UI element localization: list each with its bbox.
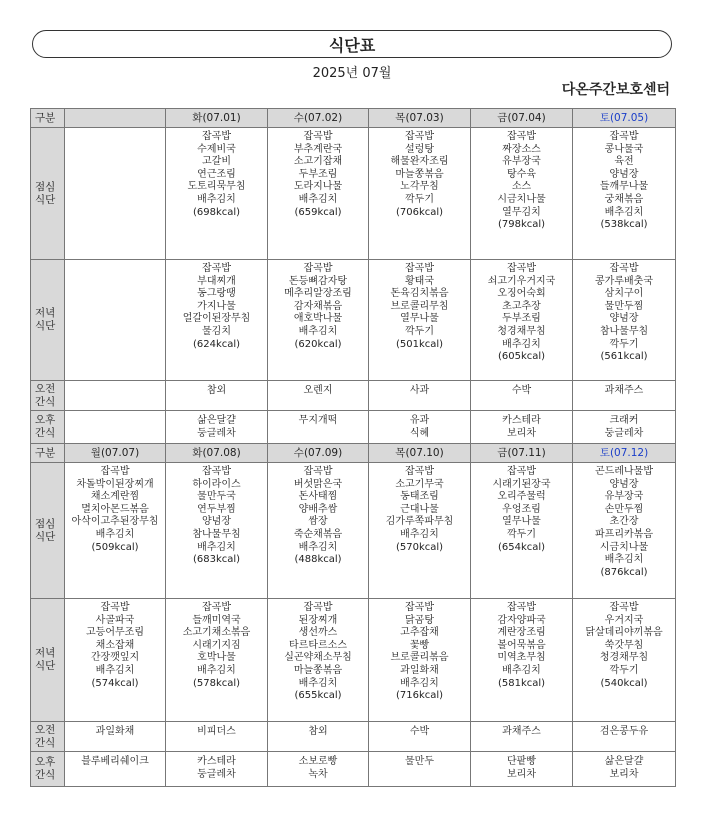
menu-item: 카스테라 [502,415,541,426]
row-label-text: 간식 [35,395,56,408]
menu-item: 고갈비 [202,156,231,168]
menu-item: 카스테라 [197,756,236,767]
menu-item: 깍두기 [507,528,536,540]
menu-item: 가지나물 [197,300,236,312]
row-label-text: 점심 [35,180,56,193]
menu-item: 양배추쌈 [298,503,338,515]
menu-item: 메추리알장조림 [284,288,352,300]
meal-cell [268,260,369,381]
menu-item: 우엉조림 [502,503,541,515]
menu-item: 과일화채 [95,726,135,737]
menu-item: 파프리카볶음 [595,528,653,540]
day-header: 목(07.03) [369,109,471,128]
menu-item: 초간장 [609,516,639,528]
meal-cell [573,128,676,260]
menu-item: 아삭이고추된장무침 [71,516,159,528]
menu-item: 열무나물 [502,516,541,528]
row-label [31,109,65,128]
meal-cell [573,722,676,752]
row-label [31,599,65,722]
meal-cell [573,463,676,599]
menu-item: 잡곡밥 [405,602,434,613]
menu-item: 식혜 [409,427,430,439]
menu-item: 소고기무국 [395,478,444,490]
menu-item: 잡곡밥 [303,602,333,613]
menu-item: (605kcal) [497,351,546,363]
row-label-text: 식단 [35,530,56,543]
menu-item: 타르타르소스 [289,639,347,651]
menu-item: 버섯맑은국 [293,478,343,490]
menu-item: 삼치구이 [604,288,644,300]
day-header: 토(07.12) [573,444,676,463]
row-label-text: 식단 [35,193,56,206]
row-label-text: 저녁 [35,647,56,660]
row-label-text: 식단 [35,320,56,332]
menu-item: 깍두기 [405,193,434,205]
row-label-text: 간식 [35,427,56,439]
week1-am-snack-row [31,381,676,411]
menu-item: 소고기채소볶음 [182,627,251,639]
menu-item: 도라지나물 [293,181,343,193]
menu-item: 도토리묵무침 [187,181,246,193]
menu-item: 마늘쫑볶음 [293,664,343,676]
menu-item: 감자채볶음 [293,300,343,312]
row-label [31,752,65,787]
week1-pm-snack-row [31,411,676,444]
menu-item: 잡곡밥 [507,602,536,613]
menu-item: 애호박나물 [293,313,343,325]
menu-item: 들깨무나물 [599,181,649,193]
menu-item: 생선까스 [298,627,338,639]
meal-cell [268,752,369,787]
menu-item: 배추김치 [197,664,236,676]
row-label-text: 점심 [35,517,56,530]
menu-item: 잡곡밥 [405,131,434,142]
menu-item: 고등어무조림 [86,627,144,639]
meal-cell [471,411,573,444]
meal-cell [65,381,166,411]
menu-item: 곤드레나물밥 [595,466,653,477]
meal-cell [471,599,573,722]
row-label-text: 식단 [35,660,56,672]
menu-item: 오렌지 [303,385,333,396]
row-label-text: 오후 [35,414,56,427]
menu-item: 과일화채 [400,664,439,676]
menu-item: 콩나물국 [604,143,644,155]
menu-item: (655kcal) [294,690,342,702]
menu-item: 닭살데리야끼볶음 [585,627,663,639]
menu-item: 시금치나물 [599,541,649,553]
menu-item: 채소계란찜 [90,491,140,503]
month-label: 2025년 07월 [312,66,392,81]
menu-item: 꽃빵 [409,639,430,651]
menu-item: (561kcal) [600,351,648,363]
menu-item: 돈사태찜 [298,491,338,503]
menu-item: (501kcal) [395,338,444,350]
menu-item: 배추김치 [400,677,439,689]
menu-item: (509kcal) [91,541,139,553]
meal-cell [471,260,573,381]
row-label-text: 저녁 [35,307,56,320]
menu-item: 삶은달걀 [197,415,236,426]
menu-item: 양념장 [202,516,231,528]
row-label-text: 오전 [35,723,56,736]
menu-item: 배추김치 [604,554,644,566]
menu-item: 잡곡밥 [202,131,231,142]
menu-item: 브로콜리볶음 [390,652,449,664]
meal-cell [65,411,166,444]
menu-item: 단팥빵 [507,756,536,767]
week2-dinner-row [31,599,676,722]
meal-cell [65,599,166,722]
meal-cell [166,260,268,381]
meal-cell [65,128,166,260]
meal-cell [369,599,471,722]
meal-cell [471,128,573,260]
menu-item: 물만두찜 [604,300,644,312]
menu-item: 잡곡밥 [609,263,639,274]
menu-item: 잡곡밥 [507,131,536,142]
menu-item: 물만두 [405,756,434,767]
menu-item: 둥글레차 [197,768,236,780]
menu-item: 보리차 [609,768,639,780]
row-label-text: 구분 [35,446,56,459]
menu-item: 탕수육 [507,168,536,180]
menu-item: 콩가루배춧국 [595,275,653,287]
menu-item: 비피더스 [197,726,236,737]
menu-item: (698kcal) [192,206,241,218]
menu-item: 돈등뼈감자탕 [289,275,347,287]
menu-item: (488kcal) [294,554,342,566]
menu-item: 둥글레차 [197,427,236,439]
menu-item: 보리차 [507,768,536,780]
meal-cell [471,463,573,599]
meal-cell [369,752,471,787]
meal-cell [471,752,573,787]
menu-item: 짜장소스 [502,143,541,155]
meal-cell [573,411,676,444]
menu-item: 배추김치 [95,528,135,540]
menu-item: (581kcal) [497,677,546,689]
menu-item: 배추김치 [604,206,644,218]
menu-table [30,108,676,787]
week2-pm-snack-row [31,752,676,787]
row-label [31,381,65,411]
menu-item: 무지개떡 [298,415,338,426]
menu-item: 참나물무침 [192,528,241,540]
menu-item: 검은콩두유 [599,726,649,737]
menu-item: 감자양파국 [497,614,546,626]
menu-item: (716kcal) [395,690,444,702]
menu-item: 참외 [206,385,227,396]
menu-item: 블루베리쉐이크 [81,756,149,767]
menu-item: (538kcal) [600,219,648,231]
menu-item: 시래기지짐 [192,639,241,651]
menu-item: 소보로빵 [298,756,338,767]
menu-item: 부대찌개 [197,275,236,287]
menu-item: 크래커 [609,415,639,426]
menu-item: 사골파국 [95,614,135,626]
meal-cell [369,260,471,381]
row-label [31,411,65,444]
menu-item: 양념장 [609,313,639,325]
menu-item: 간장깻잎지 [90,652,140,664]
menu-item: 녹차 [308,768,328,780]
menu-item: 김가루쪽파무침 [385,516,454,528]
meal-cell [166,752,268,787]
meal-cell [268,599,369,722]
menu-item: 잡곡밥 [507,263,536,274]
menu-item: 멸치아몬드볶음 [81,503,149,515]
menu-item: (798kcal) [497,219,546,231]
menu-item: 물만두국 [197,491,236,503]
menu-item: (876kcal) [600,566,648,578]
menu-item: 노각무침 [400,181,439,193]
menu-item: 잡곡밥 [100,466,130,477]
menu-item: 동태조림 [400,491,439,503]
menu-item: 브로콜리무침 [390,300,449,312]
meal-cell [268,463,369,599]
menu-item: 쑥갓무침 [604,639,644,651]
meal-cell [166,599,268,722]
menu-item: (706kcal) [395,206,444,218]
menu-item: 물김치 [202,325,231,337]
row-label-text: 간식 [35,769,56,781]
meal-cell [65,463,166,599]
menu-item: 유부장국 [604,491,644,503]
menu-item: 손만두찜 [604,503,644,515]
row-label [31,444,65,463]
menu-item: (659kcal) [294,206,342,218]
menu-item: (578kcal) [192,677,241,689]
menu-item: 참나물무침 [599,325,649,337]
row-label [31,722,65,752]
menu-item: 양념장 [609,478,639,490]
menu-item: 삶은달걀 [604,756,644,767]
meal-cell [268,381,369,411]
menu-item: 된장찌개 [298,614,338,626]
menu-item: 과채주스 [604,385,644,396]
meal-cell [471,381,573,411]
meal-cell [65,260,166,381]
meal-cell [573,752,676,787]
menu-item: (683kcal) [192,554,241,566]
day-header: 수(07.02) [268,109,369,128]
menu-item: 배추김치 [298,325,338,337]
meal-cell [65,752,166,787]
menu-item: 계란장조림 [497,627,546,639]
menu-item: (620kcal) [294,338,342,350]
menu-item: 배추김치 [502,338,541,350]
row-label [31,260,65,381]
menu-item: 황태국 [405,275,434,287]
menu-item: 해물완자조림 [390,156,449,168]
menu-item: 죽순채볶음 [293,528,343,540]
menu-item: 배추김치 [197,541,236,553]
menu-item: 청경채무침 [599,652,649,664]
day-header [65,109,166,128]
menu-item: 시래기된장국 [492,478,551,490]
menu-item: 배추김치 [298,541,338,553]
menu-item: 동그랑땡 [197,288,236,300]
menu-item: 부추계란국 [293,143,343,155]
menu-item: 잡곡밥 [202,263,231,274]
meal-cell [166,381,268,411]
menu-item: 수제비국 [197,143,236,155]
menu-item: (654kcal) [497,541,546,553]
week1-date-row [31,109,676,128]
menu-item: 육전 [614,156,634,168]
menu-item: 열무나물 [400,313,439,325]
menu-item: 하이라이스 [192,478,241,490]
menu-item: 잡곡밥 [609,602,639,613]
row-label-text: 구분 [35,111,56,124]
row-label-text: 오전 [35,382,56,395]
menu-item: 깍두기 [609,338,639,350]
row-label [31,463,65,599]
menu-item: 두부조림 [298,168,338,180]
menu-item: 실곤약채소무침 [284,652,352,664]
week1-dinner-row [31,260,676,381]
day-header: 월(07.07) [65,444,166,463]
menu-item: 설렁탕 [405,143,434,155]
menu-item: 사과 [409,385,430,396]
week2-am-snack-row [31,722,676,752]
menu-item: 열무김치 [502,206,541,218]
menu-item: 마늘쫑볶음 [395,168,444,180]
menu-item: 얼갈이된장무침 [182,313,251,325]
menu-item: 초고추장 [502,300,541,312]
menu-item: 배추김치 [502,664,541,676]
menu-item: 배추김치 [298,677,338,689]
menu-item: (540kcal) [600,677,648,689]
meal-cell [65,722,166,752]
week1-lunch-row [31,128,676,260]
menu-item: 청경채무침 [497,325,546,337]
menu-item: 잡곡밥 [100,602,130,613]
menu-item: 연근조림 [197,168,236,180]
meal-cell [166,411,268,444]
menu-item: 돈육김치볶음 [390,288,449,300]
menu-item: 둥글레차 [604,427,644,439]
week2-lunch-row [31,463,676,599]
meal-cell [166,128,268,260]
menu-item: 쌈장 [308,516,328,528]
menu-item: 시금치나물 [497,193,546,205]
page-title: 식단표 [32,30,672,58]
menu-item: 수박 [409,726,430,737]
meal-cell [471,722,573,752]
day-header: 목(07.10) [369,444,471,463]
menu-item: 우거지국 [604,614,644,626]
menu-item: 배추김치 [197,193,236,205]
menu-item: 잡곡밥 [507,466,536,477]
menu-item: 잡곡밥 [303,466,333,477]
menu-item: 차돌박이된장찌개 [76,478,154,490]
menu-item: 연두부찜 [197,503,236,515]
meal-cell [369,411,471,444]
menu-item: 양념장 [609,168,639,180]
menu-item: 배추김치 [400,528,439,540]
menu-item: 유부장국 [502,156,541,168]
day-header: 금(07.11) [471,444,573,463]
menu-item: 배추김치 [95,664,135,676]
menu-item: 참외 [308,726,328,737]
row-label [31,128,65,260]
day-header: 수(07.09) [268,444,369,463]
menu-item: 두부조림 [502,313,541,325]
menu-item: 잡곡밥 [303,263,333,274]
menu-item: (624kcal) [192,338,241,350]
center-name: 다온주간보호센터 [561,82,670,98]
meal-cell [268,411,369,444]
menu-item: 잡곡밥 [609,131,639,142]
week2-date-row [31,444,676,463]
menu-item: 잡곡밥 [303,131,333,142]
menu-item: 배추김치 [298,193,338,205]
menu-item: 고추잡채 [400,627,439,639]
menu-item: 오징어숙회 [497,288,546,300]
row-label-text: 오후 [35,756,56,769]
menu-item: 잡곡밥 [202,602,231,613]
menu-item: 미역초무침 [497,652,546,664]
meal-cell [573,260,676,381]
meal-cell [573,599,676,722]
row-label-text: 간식 [35,736,56,749]
menu-item: 깍두기 [405,325,434,337]
menu-item: 호박나물 [197,652,236,664]
menu-item: 깍두기 [609,664,639,676]
day-header: 화(07.08) [166,444,268,463]
menu-item: 잡곡밥 [202,466,231,477]
menu-item: 보리차 [507,427,536,439]
meal-cell [268,722,369,752]
meal-cell [166,463,268,599]
menu-item: (574kcal) [91,677,139,689]
day-header: 화(07.01) [166,109,268,128]
day-header: 금(07.04) [471,109,573,128]
menu-item: 근대나물 [400,503,439,515]
menu-item: 볼어묵볶음 [497,639,546,651]
menu-item: 궁채볶음 [604,193,644,205]
menu-item: 잡곡밥 [405,263,434,274]
menu-item: 과채주스 [502,726,541,737]
meal-cell [573,381,676,411]
menu-item: 유과 [409,415,430,426]
meal-cell [369,128,471,260]
meal-cell [166,722,268,752]
menu-item: 들깨미역국 [192,614,241,626]
menu-item: 소스 [511,181,532,193]
menu-item: 닭곰탕 [405,614,434,626]
menu-item: 채소잡채 [95,639,135,651]
menu-item: 오리주물럭 [497,491,546,503]
menu-item: 쇠고기우거지국 [487,275,556,287]
menu-item: 수박 [511,385,532,396]
meal-cell [268,128,369,260]
meal-cell [369,722,471,752]
menu-item: 잡곡밥 [405,466,434,477]
menu-item: 소고기잡채 [293,156,343,168]
meal-cell [369,463,471,599]
menu-item: (570kcal) [395,541,444,553]
day-header: 토(07.05) [573,109,676,128]
meal-cell [369,381,471,411]
